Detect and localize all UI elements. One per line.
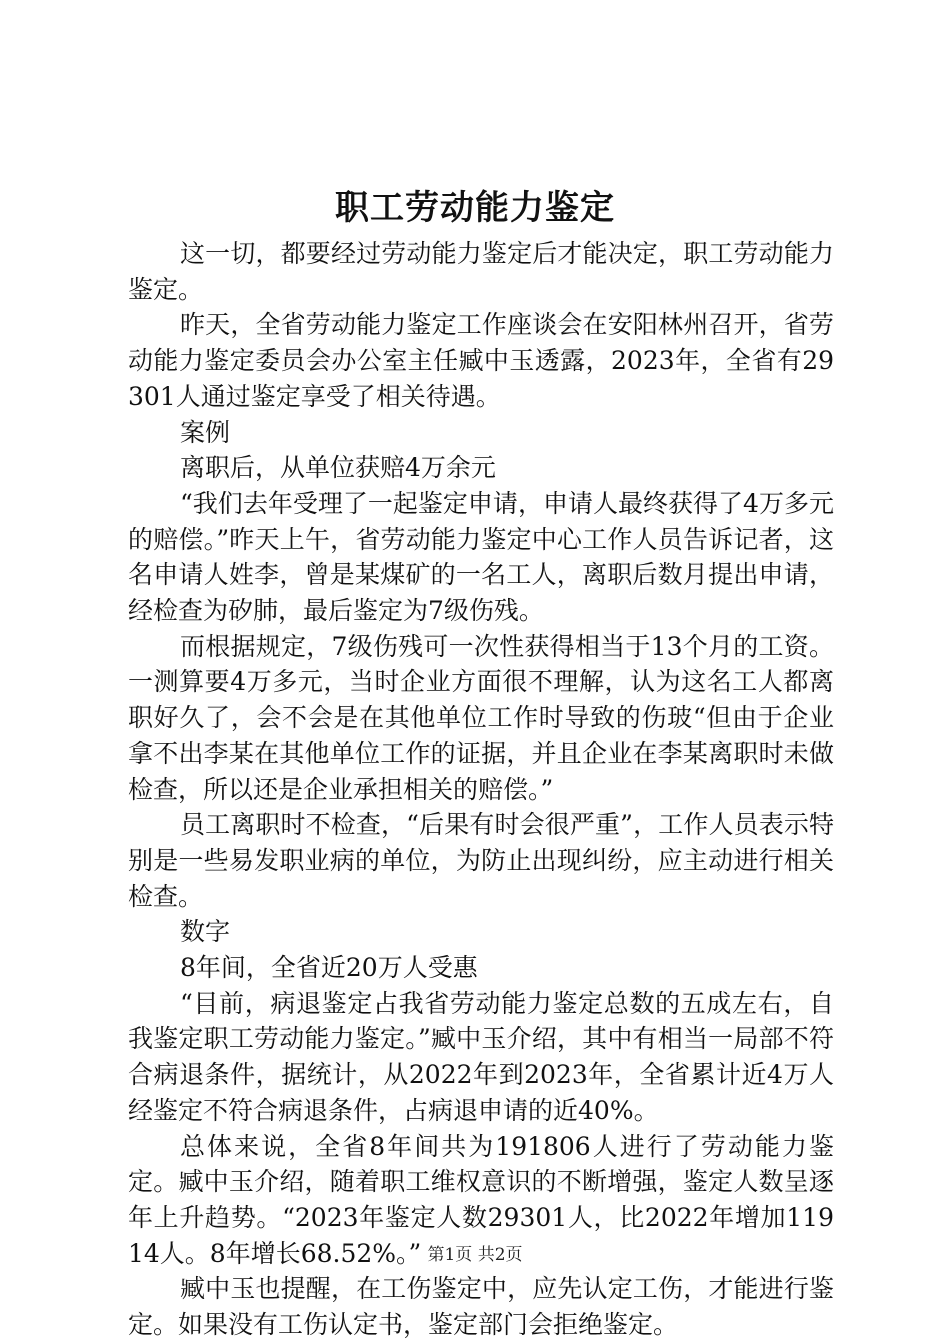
paragraph-retirement-stats: “目前，病退鉴定占我省劳动能力鉴定总数的五成左右，自我鉴定职工劳动能力鉴定。”臧中玉介绍，其中有相当一局部不符合病退条件，据统计，从2022年到2023年，全省累计近4万人经鉴定不符合病退条件，占病退申请的近40%。 [128,988,834,1125]
subheading-compensation: 离职后，从单位获赔4万余元 [180,453,496,483]
paragraph-meeting: 昨天，全省劳动能力鉴定工作座谈会在安阳林州召开，省劳动能力鉴定委员会办公室主任臧中玉透露，2023年，全省有29301人通过鉴定享受了相关待遇。 [128,310,834,411]
paragraph-intro: 这一切，都要经过劳动能力鉴定后才能决定，职工劳动能力鉴定。 [128,239,834,304]
paragraph-case-quote: “我们去年受理了一起鉴定申请，申请人最终获得了4万多元的赔偿。”昨天上午，省劳动能力鉴定中心工作人员告诉记者，这名申请人姓李，曾是某煤矿的一名工人，离职后数月提出申请，经检查为矽肺，最后鉴定为7级伤残。 [128,488,834,626]
page-footer: 第1页 共2页 [427,1245,523,1265]
subheading-beneficiaries: 8年间，全省近20万人受惠 [180,953,478,983]
paragraph-reminder: 臧中玉也提醒，在工伤鉴定中，应先认定工伤，才能进行鉴定。如果没有工伤认定书，鉴定部门会拒绝鉴定。 [128,1274,834,1340]
document-title: 职工劳动能力鉴定 [335,188,615,228]
document-body [128,236,834,1343]
section-heading-numbers: 数字 [180,917,231,947]
section-heading-case: 案例 [180,417,231,447]
paragraph-overall-stats: 总体来说，全省8年间共为191806人进行了劳动能力鉴定。臧中玉介绍，随着职工维权意识的不断增强，鉴定人数呈逐年上升趋势。“2023年鉴定人数29301人，比2022年增加11914人。8年增长68.52%。” [128,1131,834,1268]
paragraph-warning: 员工离职时不检查，“后果有时会很严重”，工作人员表示特别是一些易发职业病的单位，为防止出现纠纷，应主动进行相关检查。 [128,810,834,911]
paragraph-regulation: 而根据规定，7级伤残可一次性获得相当于13个月的工资。一测算要4万多元，当时企业方面很不理解，认为这名工人都离职好久了，会不会是在其他单位工作时导致的伤玻“但由于企业拿不出李某在其他单位工作的证据，并且企业在李某离职时未做检查，所以还是企业承担相关的赔偿。” [128,631,834,804]
